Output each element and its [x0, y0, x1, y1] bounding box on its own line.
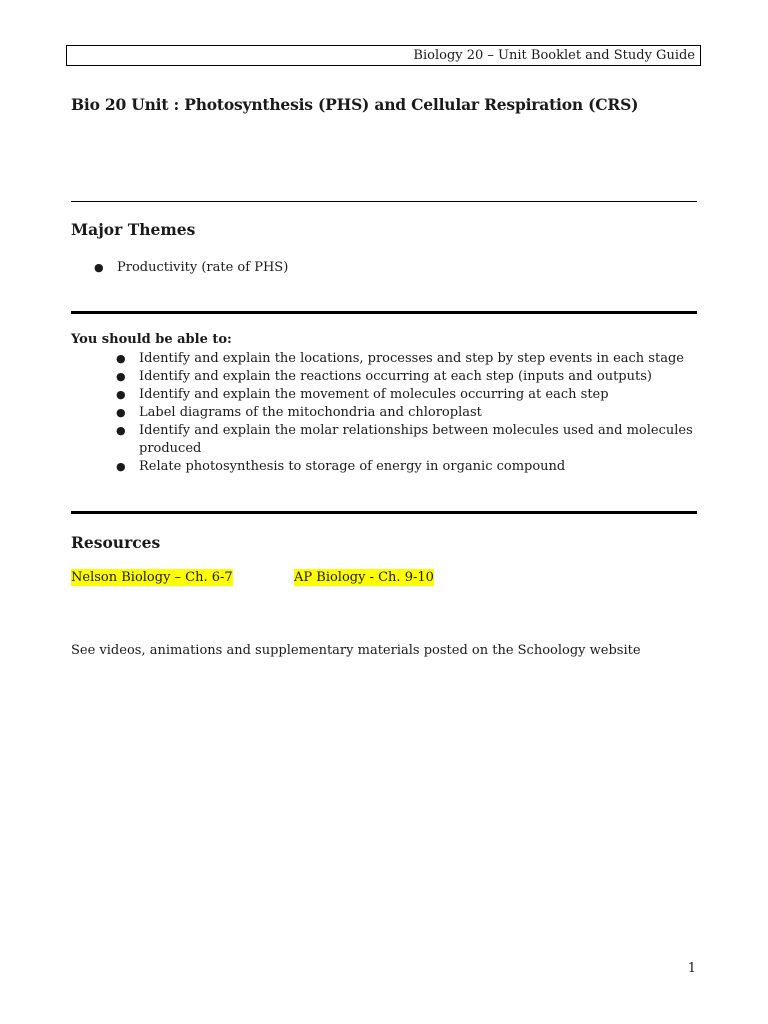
- running-header: [66, 45, 701, 66]
- divider-thin: [71, 201, 697, 202]
- objectives-list: [116, 350, 701, 476]
- objectives-lead: You should be able to:: [71, 332, 232, 347]
- list-item: ● Identify and explain the movement of molecules occurring at each step: [116, 387, 609, 402]
- list-item: ● Relate photosynthesis to storage of energy in organic compound: [116, 459, 566, 474]
- resource-ap: [294, 569, 434, 587]
- list-item: ● Identify and explain the locations, processes and step by step events in each stage: [116, 351, 684, 366]
- page-title: Bio 20 Unit : Photosynthesis (PHS) and Cellular Respiration (CRS): [71, 95, 639, 114]
- page-number: 1: [687, 961, 696, 976]
- major-themes-list: [94, 259, 694, 277]
- bullet-icon: ●: [116, 388, 126, 401]
- bullet-icon: ●: [94, 261, 104, 274]
- list-item: ● Identify and explain the reactions occurring at each step (inputs and outputs): [116, 369, 652, 384]
- highlighted-text: AP Biology - Ch. 9-10: [294, 570, 434, 585]
- divider-thick: [71, 311, 697, 314]
- list-item: ● Identify and explain the molar relationships between molecules used and molecules produced: [116, 423, 693, 456]
- bullet-icon: ●: [116, 424, 126, 437]
- bullet-icon: ●: [116, 352, 126, 365]
- list-item: ● Label diagrams of the mitochondria and chloroplast: [116, 405, 482, 420]
- bullet-icon: ●: [116, 406, 126, 419]
- resource-nelson: [71, 569, 233, 587]
- bullet-icon: ●: [116, 460, 126, 473]
- highlighted-text: Nelson Biology – Ch. 6-7: [71, 570, 233, 585]
- bullet-icon: ●: [116, 370, 126, 383]
- running-header-text: Biology 20 – Unit Booklet and Study Guide: [413, 48, 695, 63]
- resources-heading: Resources: [71, 533, 161, 552]
- major-themes-heading: Major Themes: [71, 220, 196, 239]
- divider-thick: [71, 511, 697, 514]
- list-item: ● Productivity (rate of PHS): [94, 260, 289, 275]
- resources-note: See videos, animations and supplementary materials posted on the Schoology website: [71, 643, 641, 658]
